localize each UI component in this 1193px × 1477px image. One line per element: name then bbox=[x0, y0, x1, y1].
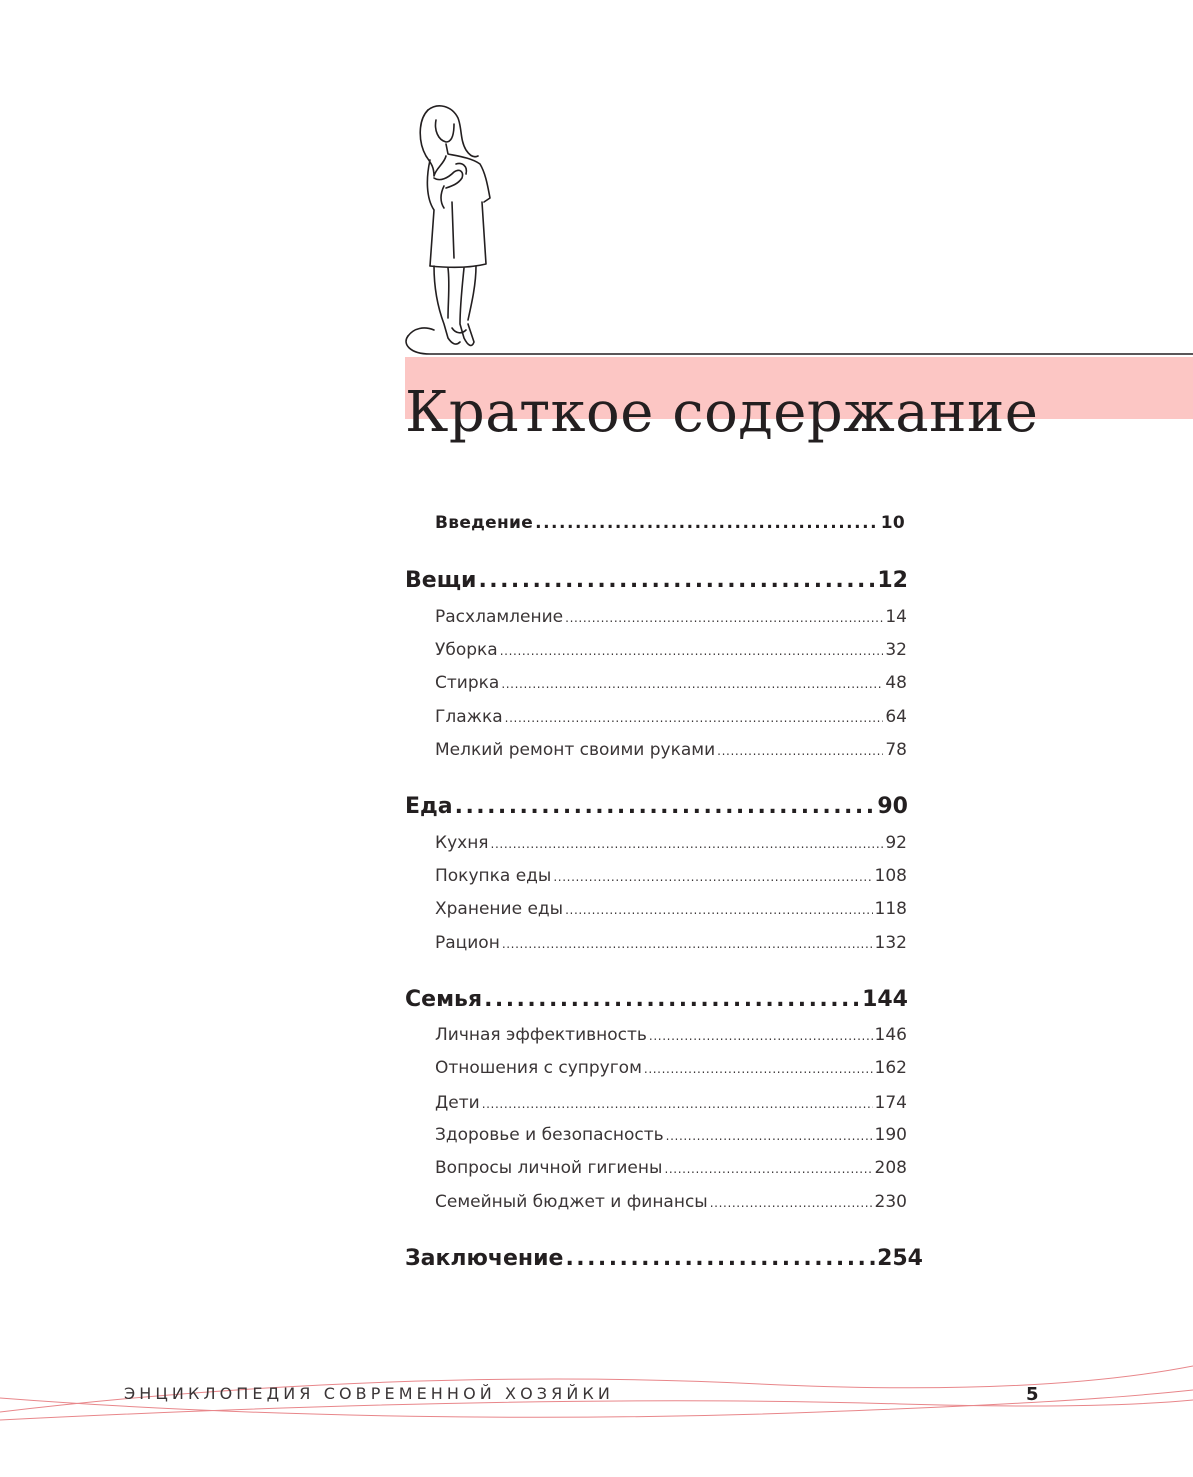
toc-item-page: 162 bbox=[874, 1058, 907, 1078]
toc-item-label: Вопросы личной гигиены bbox=[435, 1158, 663, 1178]
toc-item bbox=[435, 933, 907, 953]
toc-entry-intro bbox=[435, 513, 905, 533]
toc-item bbox=[435, 607, 907, 627]
dot-leader bbox=[500, 644, 884, 658]
dot-leader bbox=[482, 1097, 873, 1111]
toc-item-page: 14 bbox=[885, 607, 907, 627]
toc-section-conclusion bbox=[405, 1246, 923, 1271]
toc-page: 10 bbox=[880, 513, 905, 533]
toc-item-label: Стирка bbox=[435, 673, 500, 693]
toc-item-page: 132 bbox=[874, 933, 907, 953]
toc-item-page: 146 bbox=[874, 1025, 907, 1045]
toc-item-label: Кухня bbox=[435, 833, 489, 853]
toc-item bbox=[435, 740, 907, 760]
dot-leader bbox=[666, 1129, 873, 1143]
toc-item-page: 230 bbox=[874, 1192, 907, 1212]
toc-item bbox=[435, 640, 907, 660]
toc-section-label: Вещи bbox=[405, 568, 477, 593]
dot-leader bbox=[644, 1062, 873, 1076]
toc-item-label: Личная эффективность bbox=[435, 1025, 647, 1045]
dot-leader bbox=[649, 1029, 873, 1043]
toc-section-page: 254 bbox=[877, 1246, 923, 1271]
toc-section-family bbox=[405, 987, 908, 1012]
toc-item-page: 208 bbox=[874, 1158, 907, 1178]
toc-item-page: 108 bbox=[874, 866, 907, 886]
toc-section-page: 90 bbox=[877, 794, 908, 819]
toc-item bbox=[435, 866, 907, 886]
toc-item bbox=[435, 673, 907, 693]
dot-leader bbox=[565, 611, 883, 625]
toc-item-label: Дети bbox=[435, 1093, 480, 1113]
toc-item-page: 174 bbox=[874, 1093, 907, 1113]
toc-label: Введение bbox=[435, 513, 534, 533]
toc-item bbox=[435, 1192, 907, 1212]
dot-leader bbox=[565, 903, 872, 917]
dot-leader bbox=[535, 513, 879, 533]
dot-leader bbox=[484, 987, 860, 1012]
dot-leader bbox=[455, 794, 876, 819]
dot-leader bbox=[710, 1196, 873, 1210]
dot-leader bbox=[565, 1246, 875, 1271]
page-number: 5 bbox=[1026, 1384, 1039, 1405]
toc-item-page: 78 bbox=[885, 740, 907, 760]
toc-item-page: 32 bbox=[885, 640, 907, 660]
dot-leader bbox=[505, 711, 884, 725]
toc-item bbox=[435, 899, 907, 919]
toc-item-page: 190 bbox=[874, 1125, 907, 1145]
dot-leader bbox=[491, 837, 884, 851]
dot-leader bbox=[717, 744, 883, 758]
toc-item-page: 48 bbox=[885, 673, 907, 693]
toc-section-label: Заключение bbox=[405, 1246, 564, 1271]
toc-item-page: 92 bbox=[885, 833, 907, 853]
dot-leader bbox=[553, 870, 872, 884]
toc-item bbox=[435, 1158, 907, 1178]
toc-item-label: Хранение еды bbox=[435, 899, 564, 919]
toc-item bbox=[435, 1093, 907, 1113]
toc-section-page: 144 bbox=[862, 987, 908, 1012]
page-title: Краткое содержание bbox=[405, 380, 1039, 445]
toc-section-label: Еда bbox=[405, 794, 453, 819]
toc-item-label: Расхламление bbox=[435, 607, 564, 627]
toc-item bbox=[435, 1025, 907, 1045]
toc-section-food bbox=[405, 794, 908, 819]
dot-leader bbox=[478, 568, 875, 593]
toc-item-label: Глажка bbox=[435, 707, 503, 727]
toc-item bbox=[435, 1058, 907, 1078]
toc-item-label: Мелкий ремонт своими руками bbox=[435, 740, 716, 760]
toc-item-label: Покупка еды bbox=[435, 866, 552, 886]
toc-item-label: Семейный бюджет и финансы bbox=[435, 1192, 708, 1212]
dot-leader bbox=[664, 1162, 872, 1176]
toc-section-page: 12 bbox=[877, 568, 908, 593]
toc-item bbox=[435, 707, 907, 727]
running-footer-book-title: ЭНЦИКЛОПЕДИЯ СОВРЕМЕННОЙ ХОЗЯЙКИ bbox=[124, 1384, 614, 1403]
toc-item bbox=[435, 1125, 907, 1145]
toc-item-label: Рацион bbox=[435, 933, 500, 953]
woman-line-art-icon bbox=[400, 98, 1193, 360]
toc-item-page: 64 bbox=[885, 707, 907, 727]
toc-item-label: Уборка bbox=[435, 640, 498, 660]
toc-section-label: Семья bbox=[405, 987, 483, 1012]
toc-item bbox=[435, 833, 907, 853]
toc-section-things bbox=[405, 568, 908, 593]
toc-item-label: Отношения с супругом bbox=[435, 1058, 642, 1078]
toc-item-page: 118 bbox=[874, 899, 907, 919]
toc-item-label: Здоровье и безопасность bbox=[435, 1125, 664, 1145]
dot-leader bbox=[501, 677, 883, 691]
dot-leader bbox=[502, 937, 873, 951]
